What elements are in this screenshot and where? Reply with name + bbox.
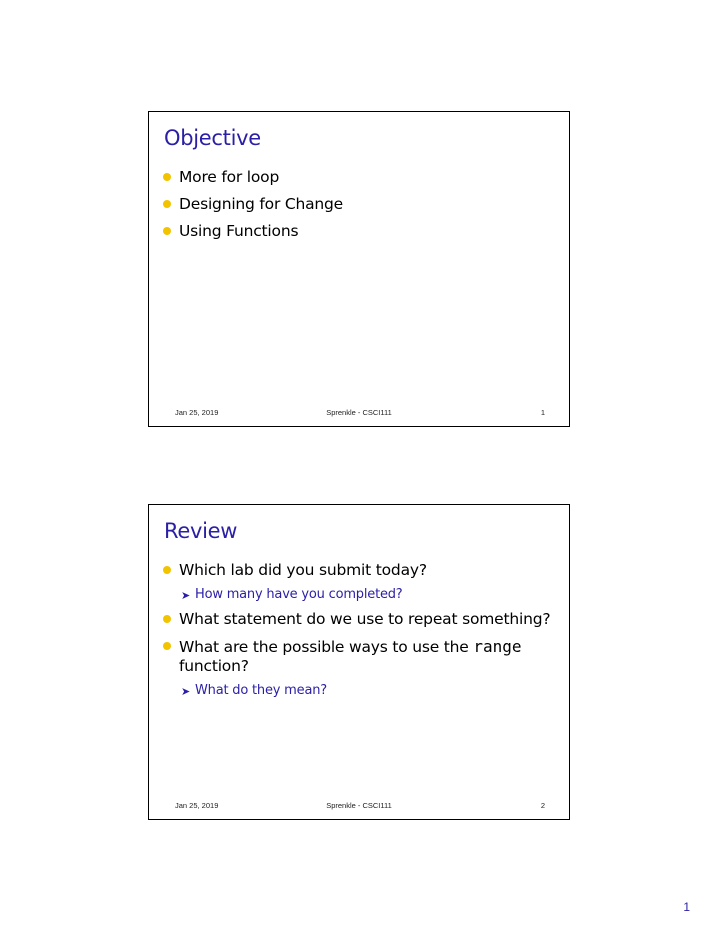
bullet-text: Using Functions: [179, 222, 299, 240]
bullet-list: [162, 168, 563, 249]
bullet-item: [162, 168, 563, 187]
slide-2: [148, 504, 570, 820]
page-number: 1: [683, 900, 690, 914]
bullet-text: What are the possible ways to use the: [179, 638, 474, 656]
bullet-text: Which lab did you submit today?: [179, 561, 427, 579]
bullet-item: [162, 561, 563, 580]
bullet-text: More for loop: [179, 168, 280, 186]
bullet-list: [162, 561, 563, 706]
sub-bullet-text: How many have you completed?: [195, 587, 403, 602]
bullet-item: [162, 195, 563, 214]
slide-1: [148, 111, 570, 427]
arrow-bullet-icon: ➤: [181, 685, 191, 698]
footer-date: Jan 25, 2019: [175, 408, 219, 417]
arrow-bullet-icon: ➤: [181, 589, 191, 602]
code-range: range: [473, 637, 522, 656]
bullet-dot-icon: [163, 642, 171, 650]
bullet-dot-icon: [163, 615, 171, 623]
footer-author-course: Sprenkle - CSCI111: [326, 408, 392, 417]
bullet-item: [162, 222, 563, 241]
bullet-text: Designing for Change: [179, 195, 343, 213]
slide-number: 2: [540, 801, 545, 810]
bullet-dot-icon: [163, 200, 171, 208]
bullet-dot-icon: [163, 227, 171, 235]
bullet-item: [162, 637, 563, 676]
slide-title: Review: [164, 519, 238, 543]
sub-bullet-item: [171, 586, 563, 603]
bullet-text: function?: [179, 657, 249, 675]
slide-title: Objective: [164, 126, 261, 150]
sub-bullet-item: [171, 682, 563, 699]
slide-number: 1: [540, 408, 545, 417]
bullet-dot-icon: [163, 566, 171, 574]
sub-bullet-text: What do they mean?: [195, 683, 327, 698]
bullet-dot-icon: [163, 173, 171, 181]
bullet-item: [162, 610, 563, 629]
footer-author-course: Sprenkle - CSCI111: [326, 801, 392, 810]
footer-date: Jan 25, 2019: [175, 801, 219, 810]
bullet-text: What statement do we use to repeat something?: [179, 610, 551, 628]
